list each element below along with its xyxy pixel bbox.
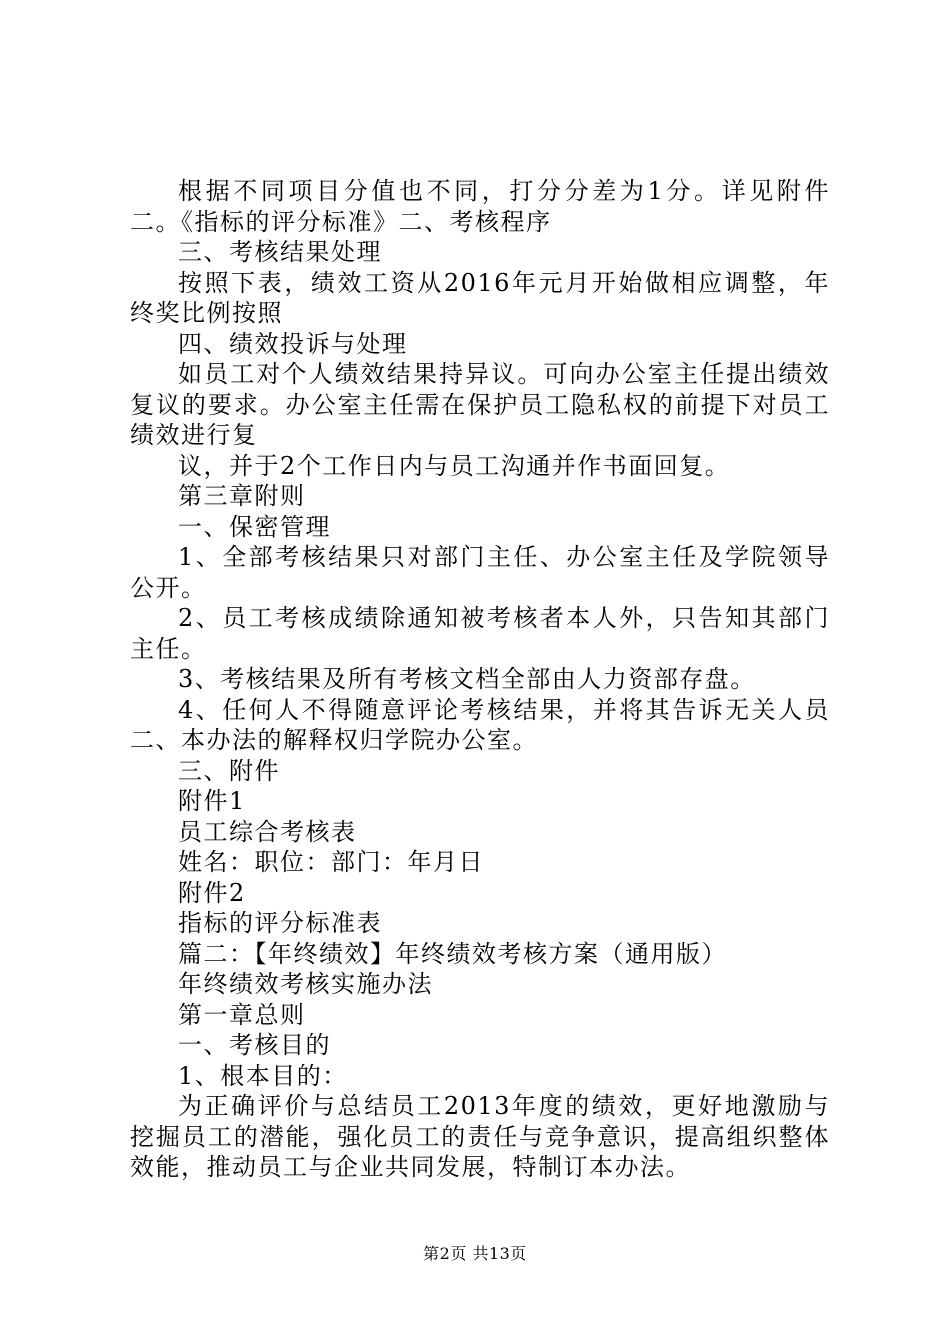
paragraph: 年终绩效考核实施办法 (178, 970, 433, 998)
paragraph: 姓名：职位：部门：年月日 (178, 848, 484, 876)
paragraph: 三、附件 (178, 756, 280, 785)
paragraph: 篇二：【年终绩效】年终绩效考核方案（通用版） (178, 939, 727, 968)
paragraph: 指标的评分标准表 (178, 909, 382, 937)
paragraph: 一、考核目的 (178, 1031, 331, 1059)
paragraph: 附件2 (178, 878, 246, 907)
paragraph: 为正确评价与总结员工2013年度的绩效，更好地激励与挖掘员工的潜能，强化员工的责任与竞争意识，提高组织整体效能，推动员工与企业共同发展，特制订本办法。 (130, 1092, 830, 1181)
paragraph: 四、绩效投诉与处理 (178, 329, 408, 358)
paragraph: 4、任何人不得随意评论考核结果，并将其告诉无关人员二、本办法的解释权归学院办公室。 (130, 695, 830, 754)
paragraph: 一、保密管理 (178, 512, 331, 541)
paragraph: 第三章附则 (178, 482, 306, 510)
paragraph: 根据不同项目分值也不同，打分分差为1分。详见附件二。《指标的评分标准》二、考核程序 (130, 177, 830, 236)
paragraph: 附件1 (178, 787, 246, 815)
paragraph: 员工综合考核表 (178, 817, 357, 846)
paragraph: 按照下表，绩效工资从2016年元月开始做相应调整，年终奖比例按照 (130, 268, 830, 327)
page-footer: 第2页 共13页 (423, 1244, 527, 1263)
paragraph: 第一章总则 (178, 1000, 306, 1029)
paragraph: 3、考核结果及所有考核文档全部由人力资部存盘。 (178, 665, 756, 693)
paragraph: 2、员工考核成绩除通知被考核者本人外，只告知其部门主任。 (130, 604, 830, 663)
paragraph: 议，并于2个工作日内与员工沟通并作书面回复。 (178, 451, 731, 480)
paragraph: 三、考核结果处理 (178, 238, 382, 266)
paragraph: 1、根本目的： (178, 1061, 348, 1090)
paragraph: 如员工对个人绩效结果持异议。可向办公室主任提出绩效复议的要求。办公室主任需在保护员工隐私权的前提下对员工绩效进行复 (130, 360, 830, 449)
paragraph: 1、全部考核结果只对部门主任、办公室主任及学院领导公开。 (130, 543, 830, 602)
document-body (130, 176, 830, 1183)
